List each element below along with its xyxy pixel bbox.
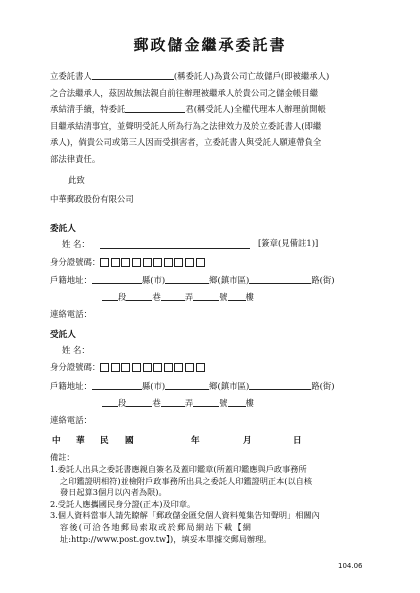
id-digit-box[interactable] bbox=[143, 258, 152, 267]
note-1-line-2: 之印鑑證明相符)並檢附戶政事務所出具之委託人印鑑證明正本(以自核 bbox=[60, 475, 313, 486]
alley-field[interactable] bbox=[161, 396, 185, 407]
floor-field[interactable] bbox=[228, 290, 246, 301]
id-digit-box[interactable] bbox=[143, 363, 152, 372]
date-year: 年 bbox=[191, 436, 200, 446]
recipient-text: 中華郵政股份有限公司 bbox=[50, 194, 134, 204]
road-field[interactable] bbox=[249, 379, 311, 390]
id-digit-box[interactable] bbox=[153, 363, 162, 372]
road-field[interactable] bbox=[249, 273, 311, 284]
agent-name-field[interactable] bbox=[100, 344, 250, 355]
agent-id-row: 身分證號碼： bbox=[50, 361, 206, 373]
principal-address-row-1: 戶籍地址： 縣(市) 鄉(鎮市區) 路(街) bbox=[50, 275, 335, 285]
id-digit-box[interactable] bbox=[132, 363, 141, 372]
id-digit-box[interactable] bbox=[185, 363, 194, 372]
paragraph-line-4: 目繼承結清事宜，並聲明受託人所為行為之法律效力及於立委託書人(即繼 bbox=[50, 120, 322, 131]
principal-name-field[interactable] bbox=[100, 238, 250, 249]
id-digit-box[interactable] bbox=[196, 258, 205, 267]
id-digit-box[interactable] bbox=[153, 258, 162, 267]
alley-field[interactable] bbox=[161, 290, 185, 301]
id-digit-box[interactable] bbox=[100, 363, 109, 372]
id-digit-box[interactable] bbox=[164, 258, 173, 267]
note-1-line-1: 1.委託人出具之委託書應親自簽名及蓋印鑑章(所蓋印鑑應與戶政事務所 bbox=[50, 464, 307, 474]
closing-text: 此致 bbox=[68, 175, 85, 185]
principal-name-blank[interactable] bbox=[92, 69, 174, 80]
agent-phone-row: 連絡電話： bbox=[50, 415, 92, 425]
id-digit-box[interactable] bbox=[174, 258, 183, 267]
agent-name-label: 姓 名： bbox=[62, 345, 90, 355]
date-guo: 國 bbox=[125, 436, 134, 446]
date-hua: 華 bbox=[76, 436, 85, 446]
paragraph-line-1: 立委託書人 (稱委託人)為貴公司亡故儲戶(即被繼承人) bbox=[50, 71, 330, 81]
number-field[interactable] bbox=[193, 290, 219, 301]
note-2: 2.受託人應攜國民身分證(正本)及印章。 bbox=[50, 498, 196, 509]
id-digit-box[interactable] bbox=[164, 363, 173, 372]
note-3-line-3: 址:http://www.post.gov.tw】)，填妥本單據交郵局辦理。 bbox=[60, 533, 272, 544]
id-digit-box[interactable] bbox=[100, 258, 109, 267]
paragraph-line-6: 部法律責任。 bbox=[50, 154, 101, 164]
date-day: 日 bbox=[293, 436, 302, 446]
agent-name-blank[interactable] bbox=[125, 102, 185, 113]
document-title: 郵政儲金繼承委託書 bbox=[133, 36, 287, 54]
id-digit-box[interactable] bbox=[185, 258, 194, 267]
id-digit-box[interactable] bbox=[111, 363, 120, 372]
principal-id-row: 身分證號碼： bbox=[50, 256, 206, 268]
note-1-line-3: 發日起算3個月以內者為限)。 bbox=[60, 487, 167, 498]
id-digit-box[interactable] bbox=[121, 363, 130, 372]
principal-heading: 委託人 bbox=[50, 224, 76, 234]
date-month: 月 bbox=[243, 436, 252, 446]
date-zh: 中 bbox=[52, 436, 61, 446]
date-min: 民 bbox=[100, 436, 109, 446]
lane-field[interactable] bbox=[126, 290, 152, 301]
section-field[interactable] bbox=[102, 396, 118, 407]
township-field[interactable] bbox=[165, 273, 209, 284]
county-field[interactable] bbox=[92, 379, 142, 390]
agent-address-row-1: 戶籍地址： 縣(市) 鄉(鎮市區) 路(街) bbox=[50, 381, 335, 391]
paragraph-line-5: 承人)，倘貴公司或第三人因而受損害者，立委託書人與受託人願連帶負全 bbox=[50, 137, 322, 148]
township-field[interactable] bbox=[165, 379, 209, 390]
lane-field[interactable] bbox=[126, 396, 152, 407]
note-3-line-2: 容後(可洽各地郵局索取或於郵局網站下載【網 bbox=[60, 522, 253, 532]
signature-label: [簽章(見備註1)] bbox=[258, 238, 319, 248]
agent-address-row-2: 段 巷 弄 號 樓 bbox=[102, 396, 254, 409]
agent-heading: 受託人 bbox=[50, 330, 76, 340]
id-digit-box[interactable] bbox=[196, 363, 205, 372]
floor-field[interactable] bbox=[228, 396, 246, 407]
form-code: 104.06 bbox=[338, 562, 363, 570]
section-field[interactable] bbox=[102, 290, 118, 301]
id-digit-box[interactable] bbox=[111, 258, 120, 267]
paragraph-line-2: 之合法繼承人，茲因故無法親自前往辦理被繼承人於貴公司之儲金帳目繼 bbox=[50, 87, 318, 98]
county-field[interactable] bbox=[92, 273, 142, 284]
number-field[interactable] bbox=[193, 396, 219, 407]
notes-heading: 備註： bbox=[50, 452, 75, 462]
id-digit-box[interactable] bbox=[121, 258, 130, 267]
id-digit-box[interactable] bbox=[132, 258, 141, 267]
paragraph-line-3: 承結清手續，特委託 君(稱受託人)全權代理本人辦理前開帳 bbox=[50, 104, 326, 115]
principal-address-row-2: 段 巷 弄 號 樓 bbox=[102, 290, 254, 303]
note-3-line-1: 3.個人資料當事人請先瞭解「郵政儲金匯兌個人資料蒐集告知聲明」相關內 bbox=[50, 510, 320, 521]
id-digit-box[interactable] bbox=[174, 363, 183, 372]
principal-name-label: 姓 名： bbox=[62, 239, 90, 249]
principal-phone-row: 連絡電話： bbox=[50, 309, 92, 319]
